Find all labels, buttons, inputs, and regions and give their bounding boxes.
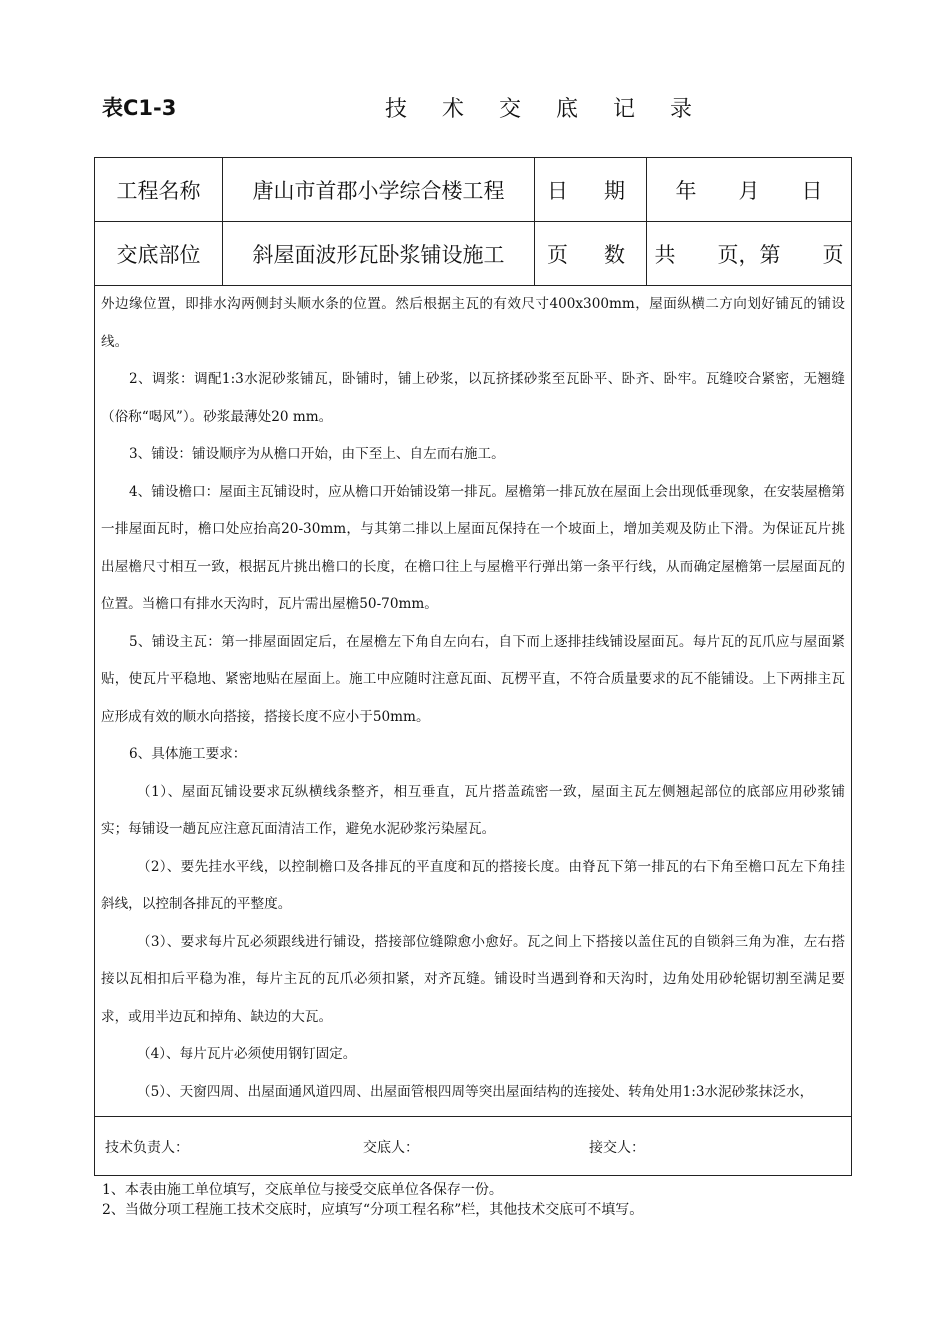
date-label-b: 期 — [604, 178, 627, 203]
project-name-label: 工程名称 — [95, 158, 223, 221]
receiver-signature[interactable]: 接交人： — [589, 1140, 645, 1156]
content-paragraph: （1）、屋面瓦铺设要求瓦纵横线条整齐，相互垂直，瓦片搭盖疏密一致，屋面主瓦左侧翘起部位的底部应用砂浆铺实；每铺设一趟瓦应注意瓦面清洁工作，避免水泥砂浆污染屋瓦。 — [101, 783, 845, 837]
disclosure-part-label: 交底部位 — [95, 222, 223, 285]
footnote-2: 2、当做分项工程施工技术交底时，应填写“分项工程名称”栏，其他技术交底可不填写。 — [102, 1202, 644, 1218]
content-paragraph: 外边缘位置，即排水沟两侧封头顺水条的位置。然后根据主瓦的有效尺寸400x300mm，屋面纵横二方向划好铺瓦的铺设线。 — [101, 296, 845, 350]
pages-label-b: 数 — [604, 242, 627, 267]
signature-row — [95, 1116, 851, 1175]
disclosure-content — [95, 286, 851, 1116]
content-paragraph: 5、铺设主瓦：第一排屋面固定后，在屋檐左下角自左向右，自下而上逐排挂线铺设屋面瓦。每片瓦的瓦爪应与屋面紧贴，使瓦片平稳地、紧密地贴在屋面上。施工中应随时注意瓦面、瓦楞平直，不符合质量要求的瓦不能铺设。上下两排主瓦应形成有效的顺水向搭接，搭接长度不应小于50mm。 — [101, 633, 845, 725]
header-row-part — [95, 222, 851, 286]
date-label-a: 日 — [547, 178, 570, 203]
content-paragraph: 3、铺设：铺设顺序为从檐口开始，由下至上、自左而右施工。 — [129, 446, 505, 462]
footnote-1: 1、本表由施工单位填写，交底单位与接受交底单位各保存一份。 — [102, 1182, 503, 1198]
pages-value[interactable]: 共 页，第 页 — [654, 242, 844, 267]
content-paragraph: 6、具体施工要求： — [129, 746, 247, 762]
content-paragraph: 2、调浆：调配1:3水泥砂浆铺瓦，卧铺时，铺上砂浆，以瓦挤揉砂浆至瓦卧平、卧齐、卧牢。瓦缝咬合紧密，无翘缝（俗称“喝风”）。砂浆最薄处20 mm。 — [101, 371, 845, 425]
footnotes — [102, 1180, 643, 1220]
tech-lead-signature[interactable]: 技术负责人： — [105, 1140, 189, 1156]
content-paragraph: （4）、每片瓦片必须使用钢钉固定。 — [137, 1046, 357, 1062]
project-name-value[interactable]: 唐山市首郡小学综合楼工程 — [223, 158, 535, 221]
date-value[interactable]: 年 月 日 — [675, 178, 823, 203]
document-title: 技 术 交 底 记 录 — [385, 97, 706, 122]
content-paragraph: （3）、要求每片瓦必须跟线进行铺设，搭接部位缝隙愈小愈好。瓦之间上下搭接以盖住瓦的自锁斜三角为准，左右搭接以瓦相扣后平稳为准，每片主瓦的瓦爪必须扣紧，对齐瓦缝。铺设时当遇到脊和天沟时，边角处用砂轮锯切割至满足要求，或用半边瓦和掉角、缺边的大瓦。 — [101, 933, 845, 1025]
header-row-project — [95, 158, 851, 222]
form-code: 表C1-3 — [102, 96, 177, 120]
content-paragraph: 4、铺设檐口：屋面主瓦铺设时，应从檐口开始铺设第一排瓦。屋檐第一排瓦放在屋面上会出现低垂现象，在安装屋檐第一排屋面瓦时，檐口处应抬高20-30mm，与其第二排以上屋面瓦保持在一个坡面上，增加美观及防止下滑。为保证瓦片挑出屋檐尺寸相互一致，根据瓦片挑出檐口的长度，在檐口往上与屋檐平行弹出第一条平行线，从而确定屋檐第一层屋面瓦的位置。当檐口有排水天沟时，瓦片需出屋檐50-70mm。 — [101, 483, 845, 612]
pages-label-a: 页 — [547, 242, 570, 267]
date-label — [535, 158, 647, 221]
content-paragraph: （2）、要先挂水平线，以控制檐口及各排瓦的平直度和瓦的搭接长度。由脊瓦下第一排瓦的右下角至檐口瓦左下角挂斜线，以控制各排瓦的平整度。 — [101, 858, 845, 912]
disclosure-sheet — [94, 157, 852, 1176]
discloser-signature[interactable]: 交底人： — [363, 1140, 419, 1156]
content-paragraph: （5）、天窗四周、出屋面通风道四周、出屋面管根四周等突出屋面结构的连接处、转角处用1:3水泥砂浆抹泛水， — [137, 1083, 814, 1100]
pages-label — [535, 222, 647, 285]
disclosure-part-value[interactable]: 斜屋面波形瓦卧浆铺设施工 — [223, 222, 535, 285]
